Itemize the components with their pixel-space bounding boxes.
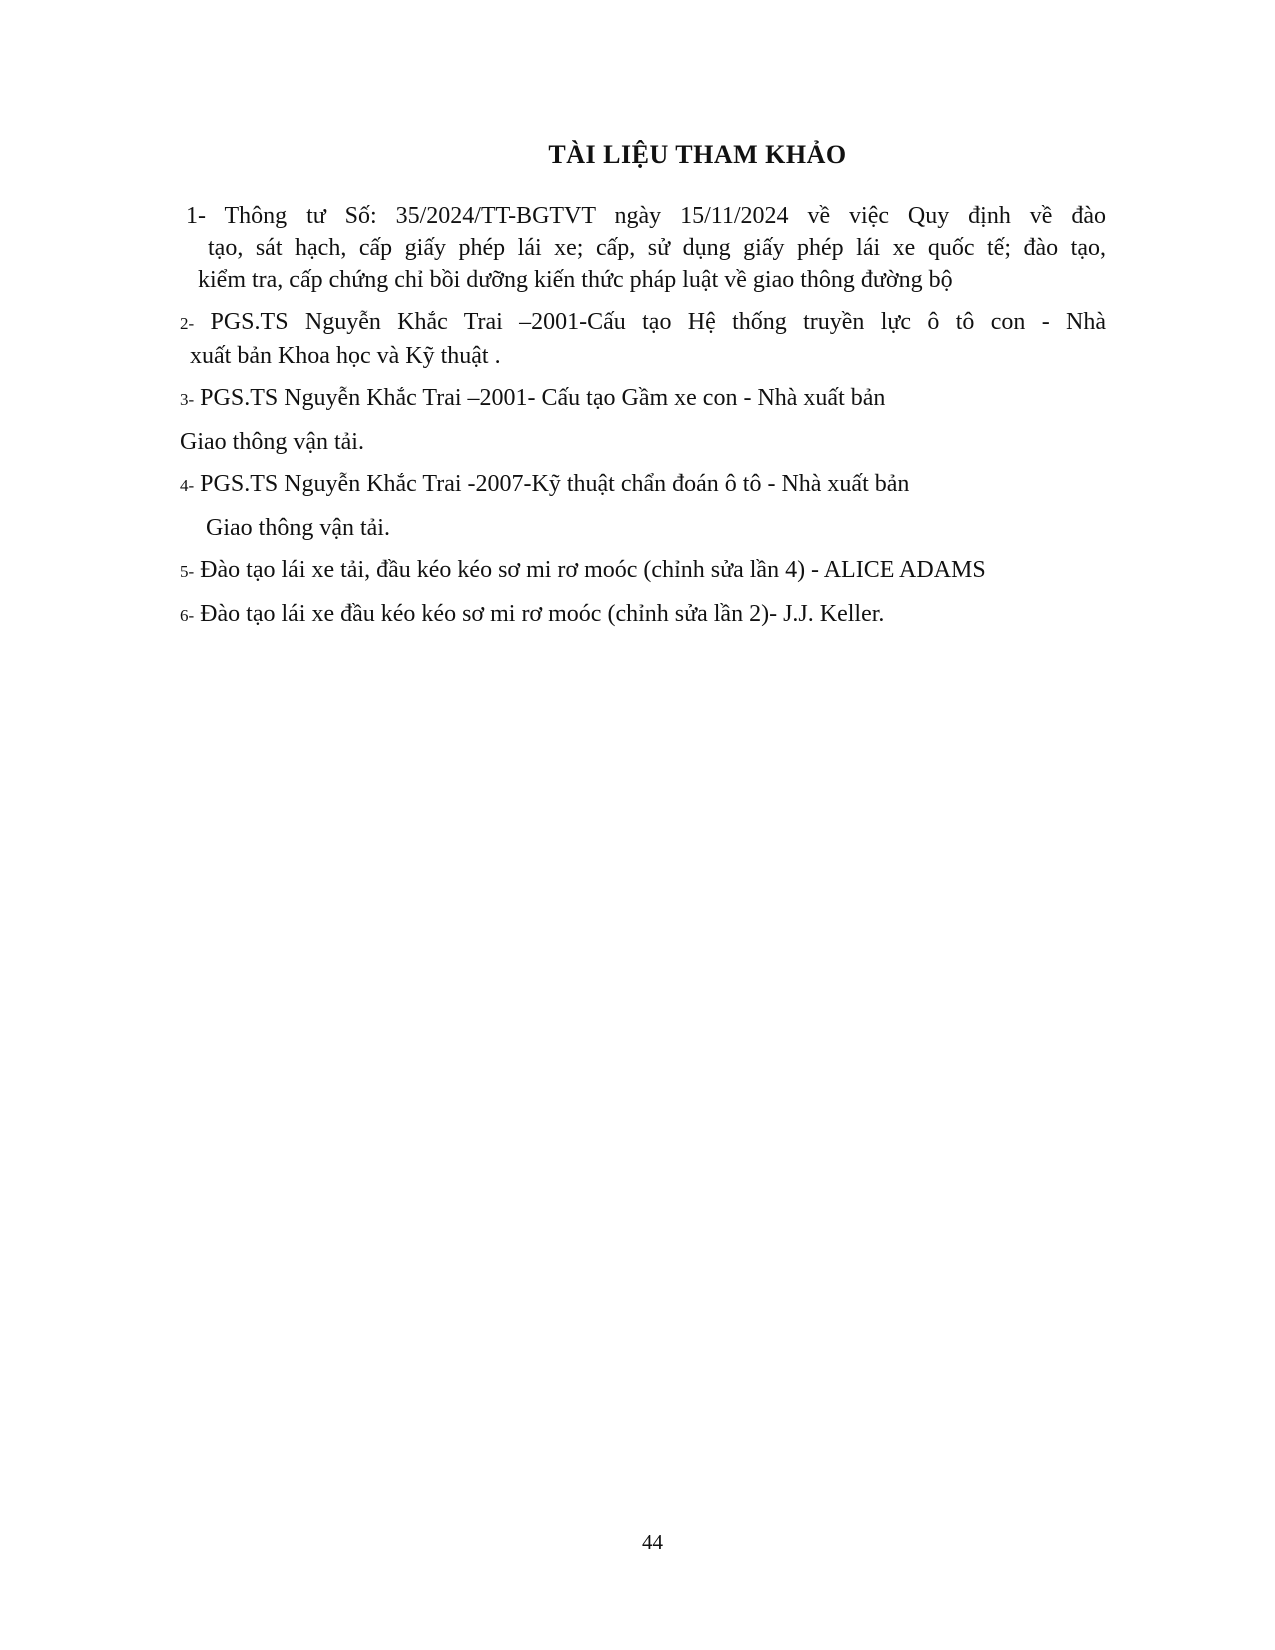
reference-item-5 [180, 554, 1106, 588]
reference-number: 6- [180, 606, 195, 625]
reference-line [180, 382, 1106, 416]
reference-item-4 [180, 468, 1106, 544]
reference-number: 3- [180, 390, 195, 409]
reference-list [180, 200, 1106, 642]
reference-text: Đào tạo lái xe tải, đầu kéo kéo sơ mi rơ moóc (chỉnh sửa lần 4) - ALICE ADAMS [200, 557, 986, 583]
reference-item-2 [180, 306, 1106, 372]
reference-text: Đào tạo lái xe đầu kéo kéo sơ mi rơ moóc (chỉnh sửa lần 2)- J.J. Keller. [200, 601, 885, 627]
reference-line: Giao thông vận tải. [180, 429, 364, 455]
reference-line [180, 598, 1106, 632]
page-title: TÀI LIỆU THAM KHẢO [548, 140, 847, 169]
reference-number: 4- [180, 476, 195, 495]
reference-item-1 [186, 200, 1106, 296]
reference-line: kiểm tra, cấp chứng chỉ bồi dưỡng kiến thức pháp luật về giao thông đường bộ [198, 267, 953, 293]
reference-item-3 [180, 382, 1106, 458]
reference-line [186, 200, 1106, 232]
reference-line [180, 554, 1106, 588]
reference-line: tạo, sát hạch, cấp giấy phép lái xe; cấp, sử dụng giấy phép lái xe quốc tế; đào tạo, [208, 235, 1106, 261]
page-number: 44 [642, 1530, 663, 1554]
reference-number: 5- [180, 562, 195, 581]
reference-number: 2- [180, 314, 195, 333]
reference-text: Thông tư Số: 35/2024/TT-BGTVT ngày 15/11/2024 về việc Quy định về đào [224, 203, 1106, 229]
reference-line [180, 468, 1106, 502]
reference-number: 1- [186, 203, 206, 229]
reference-item-6 [180, 598, 1106, 632]
reference-text: PGS.TS Nguyễn Khắc Trai –2001- Cấu tạo Gầm xe con - Nhà xuất bản [200, 385, 886, 411]
reference-text: PGS.TS Nguyễn Khắc Trai -2007-Kỹ thuật chẩn đoán ô tô - Nhà xuất bản [200, 471, 910, 497]
reference-line: Giao thông vận tải. [206, 515, 390, 541]
reference-line: xuất bản Khoa học và Kỹ thuật . [190, 343, 501, 369]
reference-text: PGS.TS Nguyễn Khắc Trai –2001-Cấu tạo Hệ thống truyền lực ô tô con - Nhà [210, 309, 1106, 335]
reference-line [180, 306, 1106, 340]
